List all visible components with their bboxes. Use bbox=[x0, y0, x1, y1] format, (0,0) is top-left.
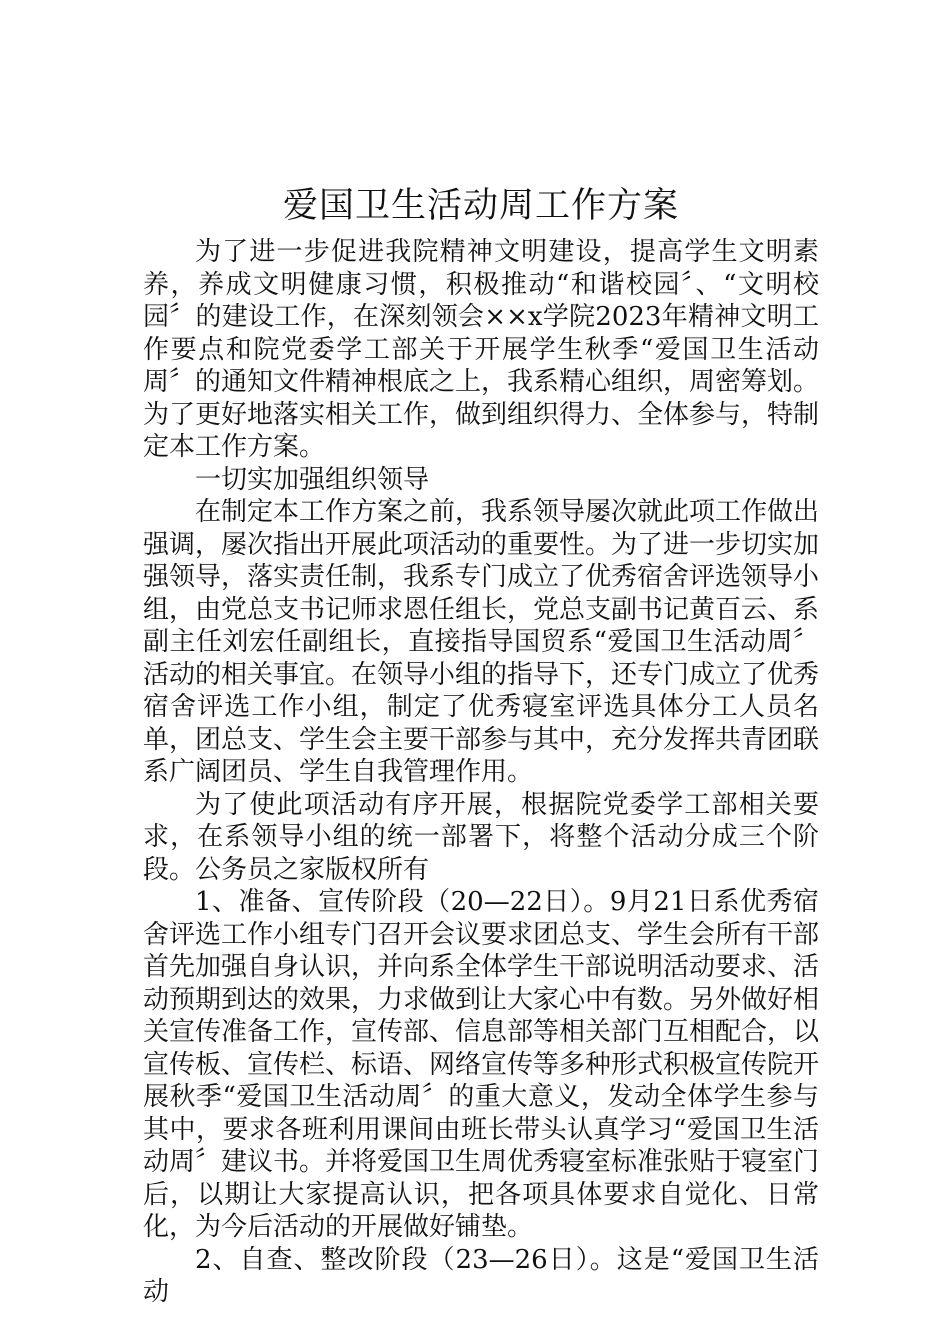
paragraph-stage-2: 2、自查、整改阶段（23—26日）。这是“爱国卫生活动 bbox=[143, 1244, 819, 1307]
section-heading-leadership: 一切实加强组织领导 bbox=[195, 464, 430, 495]
paragraph-leadership: 在制定本工作方案之前，我系领导屡次就此项工作做出强调，屡次指出开展此项活动的重要性。为了进一步切实加强领导，落实责任制，我系专门成立了优秀宿舍评选领导小组，由党总支书记师求恩任组长，党总支副书记黄百云、系副主任刘宏任副组长，直接指导国贸系“爱国卫生活动周〞活动的相关事宜。在领导小组的指导下，还专门成立了优秀宿舍评选工作小组，制定了优秀寝室评选具体分工人员名单，团总支、学生会主要干部参与其中，充分发挥共青团联系广阔团员、学生自我管理作用。 bbox=[143, 497, 820, 787]
paragraph-stage-1: 1、准备、宣传阶段（20—22日）。9月21日系优秀宿舍评选工作小组专门召开会议要求团总支、学生会所有干部首先加强自身认识，并向系全体学生干部说明活动要求、活动预期到达的效果，力求做到让大家心中有数。另外做好相关宣传准备工作，宣传部、信息部等相关部门互相配合，以宣传板、宣传栏、标语、网络宣传等多种形式积极宣传院开展秋季“爱国卫生活动周〞的重大意义，发动全体学生参与其中，要求各班利用课间由班长带头认真学习“爱国卫生活动周〞建议书。并将爱国卫生周优秀寝室标准张贴于寝室门后，以期让大家提高认识，把各项具体要求自觉化、日常化，为今后活动的开展做好铺垫。 bbox=[143, 887, 820, 1242]
document-body bbox=[143, 236, 819, 1309]
paragraph-stages: 为了使此项活动有序开展，根据院党委学工部相关要求，在系领导小组的统一部署下，将整个活动分成三个阶段。公务员之家版权所有 bbox=[143, 789, 819, 885]
paragraph-intro: 为了进一步促进我院精神文明建设，提高学生文明素养，养成文明健康习惯，积极推动“和谐校园〞、“文明校园〞的建设工作，在深刻领会××x学院2023年精神文明工作要点和院党委学工部关于开展学生秋季“爱国卫生活动周〞的通知文件精神根底之上，我系精心组织，周密筹划。为了更好地落实相关工作，做到组织得力、全体参与，特制定本工作方案。 bbox=[143, 237, 820, 462]
document-title: 爱国卫生活动周工作方案 bbox=[282, 186, 679, 226]
document-page bbox=[143, 0, 819, 1344]
